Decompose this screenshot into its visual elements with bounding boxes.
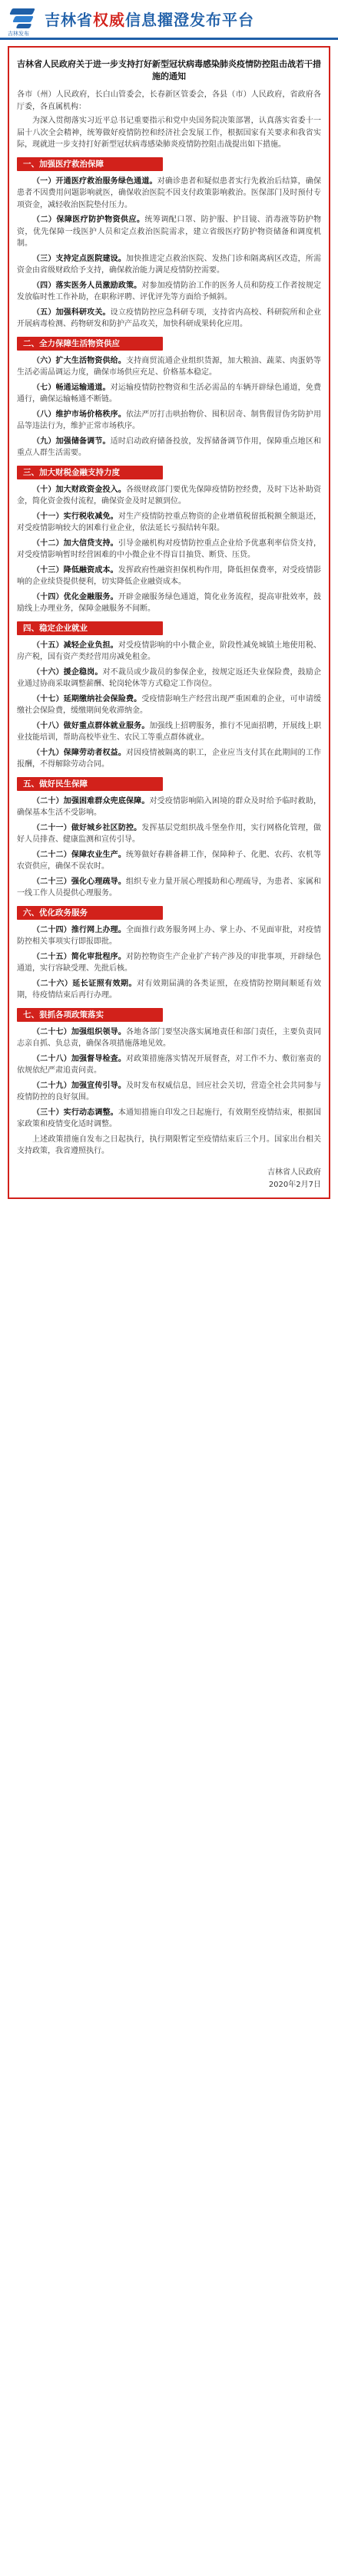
item-lead: （十八）做好重点群体就业服务。	[32, 721, 150, 730]
item-lead: （十一）实行税收减免。	[32, 512, 118, 521]
section-item	[17, 307, 321, 331]
item-lead: （一）开通医疗救治服务绿色通道。	[32, 176, 157, 186]
section-item	[17, 796, 321, 819]
section-item	[17, 1026, 321, 1050]
section-item	[17, 640, 321, 664]
item-text: 及时发布权威信息，回应社会关切，营造全社会共同参与疫情防控的良好氛围。	[17, 1081, 321, 1102]
logo-subtitle: 吉林发布	[8, 30, 29, 37]
section-item	[17, 280, 321, 304]
section-item	[17, 214, 321, 250]
section-item	[17, 978, 321, 1002]
section-heading: 三、加大财税金融支持力度	[17, 466, 163, 479]
section-heading: 七、狠抓各项政策落实	[17, 1008, 163, 1022]
intro-paragraph: 为深入贯彻落实习近平总书记重要指示和党中央国务院决策部署，认真落实省委十一届十八次全会精神，统筹做好疫情防控和经济社会发展工作，根据国家有关要求和我省实际，现就进一步支持打好新型冠状病毒感染肺炎疫情防控阻击战提出如下措施。	[17, 117, 321, 149]
item-lead: （五）加强科研攻关。	[32, 308, 111, 317]
section-item	[17, 591, 321, 615]
title-part-1: 吉林省	[45, 11, 93, 29]
item-text: 开辟金融服务绿色通道，简化业务流程，提高审批效率，鼓励线上办理业务，保障金融服务不间断。	[17, 592, 322, 613]
item-text: 统筹做好春耕备耕工作，保障种子、化肥、农药、农机等农资供应，确保不误农时。	[17, 850, 321, 871]
section-heading: 五、做好民生保障	[17, 777, 163, 791]
item-lead: （二十九）加强宣传引导。	[32, 1081, 126, 1090]
section-item	[17, 1080, 321, 1104]
section-item	[17, 849, 321, 873]
section-heading: 一、加强医疗救治保障	[17, 157, 163, 171]
section-item	[17, 667, 321, 690]
item-lead: （二十四）推行网上办理。	[32, 925, 126, 934]
item-text: 发挥政府性融资担保机构作用，降低担保费率，对受疫情影响的企业续贷提供便利，切实降低企业融资成本。	[17, 565, 322, 586]
section-item	[17, 511, 321, 535]
section-item	[17, 409, 321, 433]
item-text: 适时启动政府储备投放，发挥储备调节作用，保障重点地区和重点人群生活需要。	[17, 436, 322, 457]
item-text: 对确诊患者和疑似患者实行先救治后结算，确保患者不因费用问题影响就医，确保收治医院不因支付政策影响救治。医保部门及时预付专项资金，减轻收治医院垫付压力。	[17, 176, 322, 209]
section-item	[17, 176, 321, 212]
item-text: 各级财政部门要优先保障疫情防控经费，及时下达补助资金，简化资金拨付流程，确保资金及时足额到位。	[17, 485, 321, 506]
section-heading: 二、全力保障生活物资供应	[17, 337, 163, 351]
item-text: 对防控物资生产企业扩产转产涉及的审批事项，开辟绿色通道，实行容缺受理、先批后核。	[17, 952, 321, 973]
page-header	[0, 0, 338, 40]
item-lead: （十四）优化金融服务。	[32, 592, 118, 601]
item-lead: （六）扩大生活物资供给。	[32, 356, 126, 365]
jilin-fabu-logo-icon	[8, 5, 38, 37]
section-item	[17, 1107, 321, 1131]
section-item	[17, 951, 321, 975]
section-item	[17, 876, 321, 900]
item-text: 对因疫情被隔离的职工，企业应当支付其在此期间的工作报酬，不得解除劳动合同。	[17, 748, 321, 769]
section-item	[17, 822, 321, 846]
item-text: 发挥基层党组织战斗堡垒作用，实行网格化管理，做好人员排查、健康监测和宣传引导。	[17, 823, 322, 844]
issue-date: 2020年2月7日	[268, 1180, 321, 1189]
section-item	[17, 538, 321, 562]
section-item	[17, 693, 321, 717]
item-text: 统筹调配口罩、防护服、护目镜、消毒液等防护物资，优先保障一线医护人员和定点救治医院需求，建立省级医疗防护物资储备和调度机制。	[17, 216, 322, 248]
item-text: 对政策措施落实情况开展督查，对工作不力、敷衍塞责的依规依纪严肃追责问责。	[17, 1054, 321, 1075]
item-lead: （二十五）简化审批程序。	[32, 952, 126, 961]
item-lead: （二十）加强困难群众兜底保障。	[32, 796, 150, 805]
item-text: 加快推进定点救治医院、发热门诊和隔离病区改造，所需资金由省级财政给予支持，确保救治能力满足疫情防控需要。	[17, 254, 321, 275]
item-text: 对参加疫情防治工作的医务人员和防疫工作者按规定发放临时性工作补助，在职称评聘、评优评先等方面给予倾斜。	[17, 281, 322, 301]
section-item	[17, 253, 321, 277]
item-text: 对运输疫情防控物资和生活必需品的车辆开辟绿色通道，免费通行，确保运输畅通不断链。	[17, 383, 322, 404]
section-item	[17, 484, 321, 508]
item-text: 对不裁员或少裁员的参保企业，按规定返还失业保险费，鼓励企业通过协商采取调整薪酬、轮岗轮休等方式稳定工作岗位。	[17, 667, 321, 688]
section-item	[17, 924, 321, 948]
section-item	[17, 355, 321, 379]
issuer-name: 吉林省人民政府	[267, 1168, 321, 1177]
item-text: 组织专业力量开展心理援助和心理疏导，为患者、家属和一线工作人员提供心理服务。	[17, 877, 321, 898]
item-lead: （二十七）加强组织领导。	[32, 1027, 126, 1036]
document-title: 吉林省人民政府关于进一步支持打好新型冠状病毒感染肺炎疫情防控阻击战若干措施的通知	[17, 59, 321, 81]
item-lead: （二十一）做好城乡社区防控。	[32, 823, 142, 832]
item-text: 全面推行政务服务网上办、掌上办、不见面审批，对疫情防控相关事项实行即报即批。	[17, 925, 321, 946]
addressee: 各市（州）人民政府，长白山管委会，长春新区管委会，各县（市）人民政府，省政府各厅委，各直属机构：	[17, 91, 321, 111]
closing-paragraph: 上述政策措施自发布之日起执行，执行期限暂定至疫情结束后三个月。国家出台相关支持政策，我省遵照执行。	[17, 1135, 321, 1155]
item-lead: （十三）降低融资成本。	[32, 565, 118, 575]
section-item	[17, 382, 321, 406]
item-lead: （四）落实医务人员激励政策。	[32, 281, 142, 290]
item-lead: （二十二）保障农业生产。	[32, 850, 126, 859]
section-item	[17, 720, 321, 744]
item-lead: （十九）保障劳动者权益。	[32, 748, 126, 757]
document-sections	[17, 157, 321, 1131]
item-lead: （二十六）延长证照有效期。	[32, 979, 137, 988]
item-lead: （三十）实行动态调整。	[32, 1108, 118, 1117]
title-part-2: 信息擢澄发布平台	[125, 11, 254, 29]
section-item	[17, 436, 321, 460]
item-text: 对受疫情影响的中小微企业，阶段性减免城镇土地使用税、房产税，国有资产类经营用房减免租金。	[17, 641, 322, 661]
item-lead: （十五）减轻企业负担。	[32, 641, 118, 650]
item-lead: （二十三）强化心理疏导。	[32, 877, 126, 886]
section-item	[17, 565, 321, 588]
item-lead: （十七）延期缴纳社会保险费。	[32, 694, 142, 703]
item-text: 支持商贸流通企业组织货源，加大粮油、蔬菜、肉蛋奶等生活必需品调运力度，确保市场供应充足、价格基本稳定。	[17, 356, 321, 377]
section-heading: 四、稳定企业就业	[17, 621, 163, 635]
item-text: 对生产疫情防控重点物资的企业增值税留抵税额全额退还，对受疫情影响较大的困难行业企业，依法延长亏损结转年限。	[17, 512, 322, 532]
item-lead: （二十八）加强督导检查。	[32, 1054, 126, 1063]
item-lead: （十二）加大信贷支持。	[32, 539, 118, 548]
signature-block	[17, 1167, 321, 1191]
item-text: 本通知措施自印发之日起施行，有效期至疫情结束，根据国家政策和疫情变化适时调整。	[17, 1108, 322, 1128]
section-heading: 六、优化政务服务	[17, 906, 163, 920]
item-lead: （十）加大财政资金投入。	[32, 485, 126, 494]
item-text: 对有效期届满的各类证照，在疫情防控期间顺延有效期，待疫情结束后再行办理。	[17, 979, 322, 1000]
item-text: 对受疫情影响陷入困境的群众及时给予临时救助，确保基本生活不受影响。	[17, 796, 321, 817]
item-text: 加强线上招聘服务，推行不见面招聘，开展线上职业技能培训，帮助高校毕业生、农民工等重点群体就业。	[17, 721, 321, 742]
section-item	[17, 747, 321, 771]
item-text: 设立疫情防控应急科研专项，支持省内高校、科研院所和企业开展病毒检测、药物研发和防护产品攻关，加快科研成果转化应用。	[17, 308, 322, 328]
item-lead: （九）加强储备调节。	[32, 436, 111, 446]
item-lead: （八）维护市场价格秩序。	[32, 410, 126, 419]
item-text: 依法严厉打击哄抬物价、囤积居奇、制售假冒伪劣防护用品等违法行为，维护正常市场秩序。	[17, 410, 321, 430]
platform-title	[45, 8, 254, 30]
section-item	[17, 1053, 321, 1077]
item-text: 引导金融机构对疫情防控重点企业给予优惠利率信贷支持，对受疫情影响暂时经营困难的中小微企业不得盲目抽贷、断贷、压贷。	[17, 539, 322, 559]
item-text: 各地各部门要坚决落实属地责任和部门责任，主要负责同志亲自抓、负总责，确保各项措施落地见效。	[17, 1027, 321, 1048]
item-lead: （三）支持定点医院建设。	[32, 254, 126, 263]
item-lead: （二）保障医疗防护物资供应。	[32, 216, 145, 224]
item-text: 受疫情影响生产经营出现严重困难的企业，可申请缓缴社会保险费，缓缴期间免收滞纳金。	[17, 694, 322, 715]
document-panel	[8, 46, 330, 1199]
title-highlight: 权威	[93, 11, 125, 29]
item-lead: （十六）援企稳岗。	[32, 667, 103, 677]
item-lead: （七）畅通运输通道。	[32, 383, 111, 392]
